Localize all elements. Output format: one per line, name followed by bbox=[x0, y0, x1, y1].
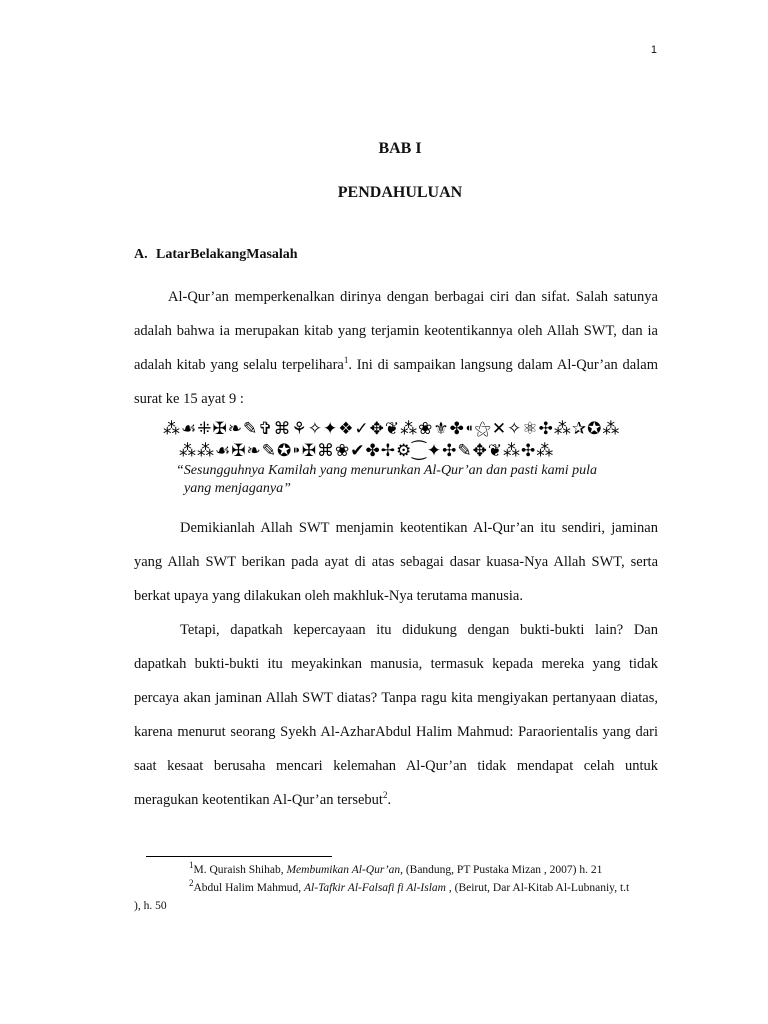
paragraph-2-text: Demikianlah Allah SWT menjamin keotentikan Al-Qur’an itu sendiri, jaminan yang Allah SWT berikan pada ayat di atas sebagai dasar kuasa-Nya Allah SWT, serta berkat upaya yang dilakukan oleh makhluk-Nya terutama manusia. bbox=[134, 520, 658, 604]
chapter-label: BAB I bbox=[378, 140, 422, 157]
arabic-verse-line-1: ⁂☙⁜✠❧✎✞⌘⚘✧✦❖✓✥❦⁂❀⚜✤⁌⚝✕✧⚛✣⁂✰✪⁂ bbox=[163, 419, 621, 439]
section-heading bbox=[134, 247, 298, 263]
paragraph-3-text: Tetapi, dapatkah kepercayaan itu didukung dengan bukti-bukti lain? Dan dapatkah bukti-bukti itu meyakinkan manusia, termasuk kepada mereka yang tidak percaya akan jaminan Allah SWT diatas? Tanpa ragu kita mengiyakan pertanyaan diatas, karena menurut seorang Syekh Al-AzharAbdul Halim Mahmud: Paraorientalis yang dari saat kesaat berusaha mencari kelemahan Al-Qur’an tidak mendapat celah untuk meragukan keotentikan Al-Qur’an tersebut bbox=[134, 622, 658, 808]
page-number: 1 bbox=[650, 44, 657, 56]
verse-translation-line-2: yang menjaganya” bbox=[184, 481, 291, 496]
section-number: A. bbox=[134, 247, 148, 262]
footnote-1-rest: (Bandung, PT Pustaka Mizan , 2007) h. 21 bbox=[402, 864, 603, 876]
footnote-2-author: Abdul Halim Mahmud, bbox=[193, 882, 305, 894]
paragraph-2 bbox=[134, 511, 658, 613]
footnotes bbox=[134, 861, 634, 915]
footnote-2-title: Al-Tafkir Al-Falsafi fi Al-Islam , bbox=[304, 882, 452, 894]
footnote-2 bbox=[134, 879, 634, 915]
footnote-separator bbox=[146, 856, 332, 857]
section-title: LatarBelakangMasalah bbox=[156, 247, 298, 262]
footnote-ref-1[interactable]: 1 bbox=[343, 355, 349, 366]
footnote-ref-2[interactable]: 2 bbox=[382, 790, 388, 801]
footnote-2-number: 2 bbox=[189, 878, 194, 889]
footnote-1-title: Membumikan Al-Qur’an, bbox=[286, 864, 403, 876]
arabic-verse-line-2: ⁂⁂☙✠❧✎✪⁍✠⌘❀✔✤✢⚙⁐✦✣✎✥❦⁂✣⁂ bbox=[179, 441, 555, 461]
footnote-1-author: M. Quraish Shihab, bbox=[193, 864, 287, 876]
verse-translation-line-1: “Sesungguhnya Kamilah yang menurunkan Al-Qur’an dan pasti kami pula bbox=[176, 463, 598, 478]
paragraph-3-text-end: . bbox=[387, 792, 392, 808]
verse-translation bbox=[176, 462, 660, 498]
footnote-1 bbox=[134, 861, 634, 879]
paragraph-3 bbox=[134, 613, 658, 817]
paragraph-1-text-end: . Ini di sampaikan langsung dalam Al-Qur’an dalam surat ke 15 ayat 9 : bbox=[134, 357, 658, 407]
footnote-1-number: 1 bbox=[189, 860, 194, 871]
paragraph-1-text: Al-Qur’an memperkenalkan dirinya dengan berbagai ciri dan sifat. Salah satunya adalah bahwa ia merupakan kitab yang terjamin keotentikannya oleh Allah SWT, dan ia adalah kitab yang selalu terpelihara bbox=[134, 289, 658, 373]
chapter-title: PENDAHULUAN bbox=[337, 184, 463, 201]
paragraph-1 bbox=[134, 280, 658, 416]
footnote-2-rest: (Beirut, Dar Al-Kitab Al-Lubnaniy, t.t ), h. 50 bbox=[134, 882, 630, 912]
